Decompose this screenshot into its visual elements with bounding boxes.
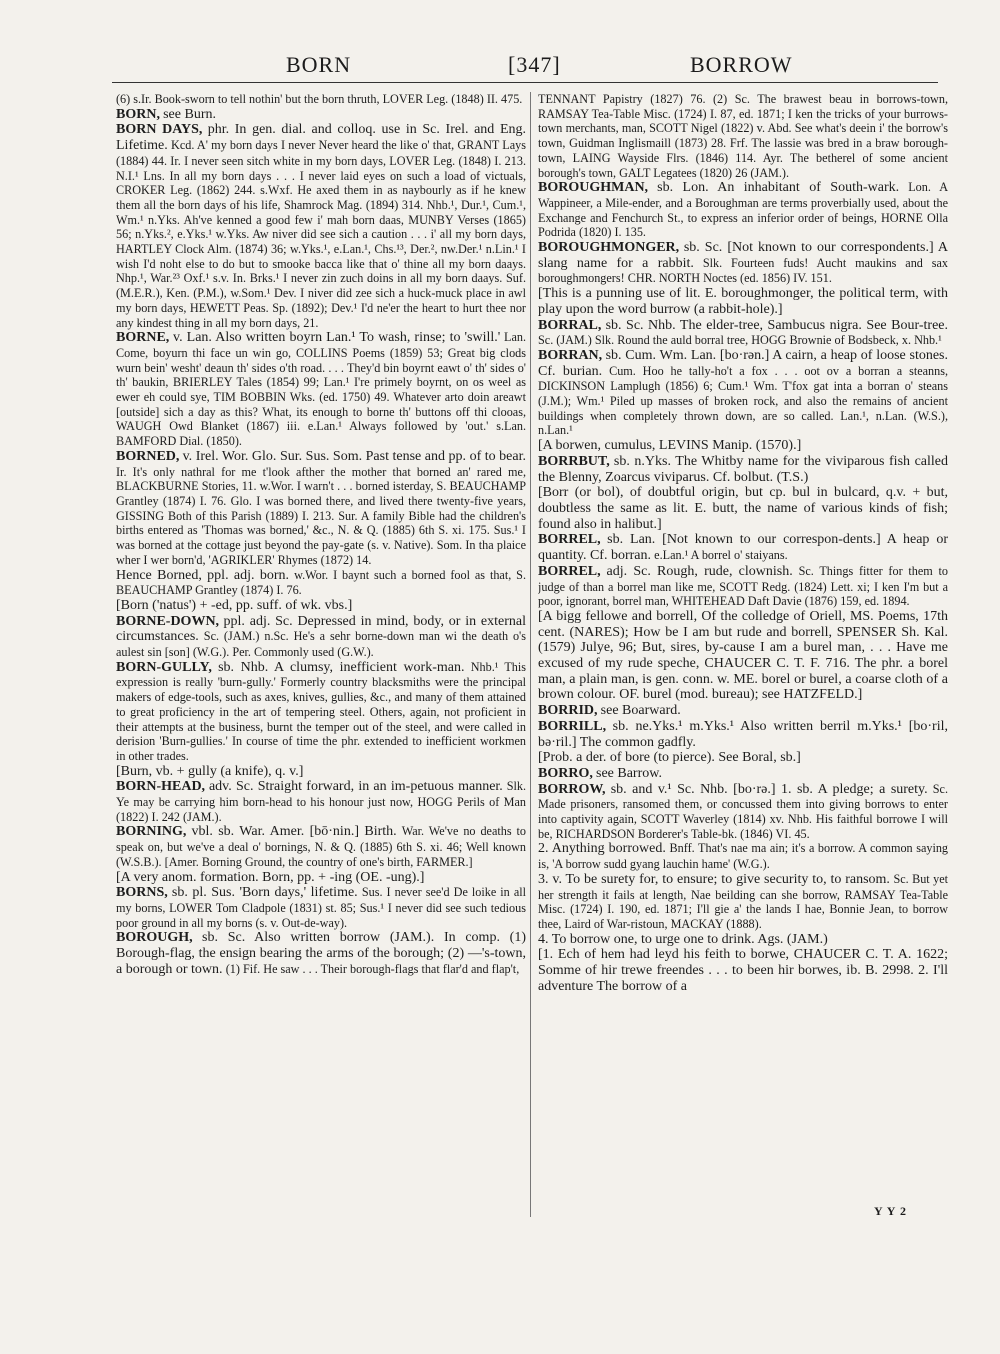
dictionary-entry: [538, 348, 948, 438]
dictionary-entry: [116, 614, 526, 660]
entry-definition: v. Lan. Also written boyrn Lan.¹ To wash, rinse; to 'swill.': [173, 330, 501, 346]
entry-definition: adv. Sc. Straight forward, in an im-petuous manner.: [208, 779, 503, 795]
dictionary-entry: [538, 872, 948, 932]
entry-definition: v. Irel. Wor. Glo. Sur. Sus. Som. Past tense and pp. of to bear.: [182, 448, 526, 464]
entry-headword: BORREL,: [538, 563, 601, 579]
dictionary-entry: [538, 532, 948, 563]
dictionary-entry: [538, 454, 948, 485]
entry-definition: sb. Nhb. A clumsy, inefficient work-man.: [218, 659, 465, 675]
entry-headword: BOROUGHMAN,: [538, 180, 649, 196]
dictionary-entry: [538, 719, 948, 750]
entry-headword: BORRILL,: [538, 718, 607, 734]
dictionary-entry: [538, 750, 948, 766]
entry-headword: BORNE,: [116, 330, 170, 346]
entry-citations: Lan. Come, boyurn thi face un win go, COLLINS Poems (1859) 53; Great big clods wurn bein' wesht' deaun th' sides o'th road. . . . They'd bin boyrnt eawt o' th' sides o' th' baukin, BRIERLEY Tales (1854) 99; Lan.¹ I're primely boyrnt, on os weel as ewer eh could sye, TIM BOBBIN Wks. (ed. 1750) 49. Whatever arto doin areawt [outside] sich a day as this? What, its enough to borne th' buttons off thi clooas, WAUGH Owd Blanket (1867) iii. e.Lan.¹ Always followed by 'out.' s.Lan. BAMFORD Dial. (1850).: [116, 330, 526, 449]
dictionary-entry: [116, 885, 526, 930]
entry-headword: BORNS,: [116, 885, 168, 901]
signature-mark: Y Y 2: [874, 1204, 907, 1218]
entry-citations: w.Wor. I baynt such a borned fool as that, S. BEAUCHAMP Grantley (1874) I. 76.: [116, 567, 526, 598]
column-divider: [530, 92, 531, 1217]
entry-headword: BORRID,: [538, 703, 598, 719]
dictionary-entry: [116, 764, 526, 780]
entry-headword: BORN-HEAD,: [116, 779, 206, 795]
entry-definition: sb. Sc. [Not known to our correspondents.] A slang name for a rabbit.: [538, 240, 948, 271]
entry-headword: BORNED,: [116, 448, 180, 464]
entry-citations: Sc. Made prisoners, ransomed them, or concussed them into giving borrows to enter into captivity again, SCOTT Waverley (1814) xv. Nhb. His faithful borrowe I will be, RICHARDSON Borderer's Table-bk. (1846) VI. 45.: [538, 781, 948, 841]
entry-definition: ppl. adj. Sc. Depressed in mind, body, or in external circumstances.: [116, 613, 526, 645]
dictionary-entry: [538, 438, 948, 454]
entry-definition: sb. Lon. An inhabitant of South-wark.: [657, 180, 900, 196]
entry-headword: BORROW,: [538, 781, 606, 797]
entry-headword: BORRAN,: [538, 347, 603, 363]
entry-definition: adj. Sc. Rough, rude, clownish.: [606, 563, 793, 579]
entry-definition: see Barrow.: [596, 765, 662, 781]
entry-citations: TENNANT Papistry (1827) 76. (2) Sc. The brawest beau in borrows-town, RAMSAY Tea-Table Misc. (1724) I. 87, ed. 1871; I ken the tricks of your burrows-town merchants, man, SCOTT Nigel (1822) v. Abd. See what's deein i' the borrow's town, Guidman Inglismaill (1873) 28. Frf. The lassie was bred in a braw borough-town, LAING Wayside Flrs. (1846) 114. Ayr. The betherel of some ancient borough's town, GALT Legatees (1820) 26 (JAM.).: [538, 92, 948, 180]
dictionary-entry: [116, 449, 526, 568]
entry-citations: Slk. Fourteen fuds! Aucht maukins and sax boroughmongers! CHR. NORTH Noctes (ed. 1856) IV. 151.: [538, 255, 948, 286]
entry-citations: War. We've no deaths to speak on, but we've a deal o' bornings, N. & Q. (1885) 6th S. xi. 46; Well known (W.S.B.). [Amer. Borning Ground, the country of one's birth, FARMER.]: [116, 824, 526, 869]
entry-citations: Sc. (JAM.) n.Sc. He's a sehr borne-down man wi the death o's aulest sin [son] (W.G.). Per. Commonly used (G.W.).: [116, 629, 526, 660]
page-number: [347]: [508, 52, 561, 77]
dictionary-entry: [538, 240, 948, 286]
entry-definition: see Burn.: [163, 106, 216, 122]
entry-headword: BOROUGHMONGER,: [538, 240, 680, 256]
entry-citations: Ir. It's only nathral for me t'look afther the mother that borned an' rared me, BLACKBURNE Stories, 11. w.Wor. I warn't . . . borned isterday, S. BEAUCHAMP Grantley (1874) I. 76. Glo. I was borned there, and lived there twenty-five years, GISSING Both of this Parish (1889) I. 213. Sur. A family Bible had the children's births entered as 'Thomas was borned,' &c., N. & Q. (1885) 6th S. xi. 175. Sus.¹ I was borned at the cottage just beyond the pay-gate (s. v. Native). Som. In tha plaice wher I wer born'd, 'AGRIKLER' Rhymes (1872) 14.: [116, 464, 526, 567]
dictionary-entry: [538, 485, 948, 532]
header-rule: [112, 82, 938, 83]
right-column: [538, 92, 948, 1222]
entry-citations: Bnff. That's nae ma ain; it's a borrow. A common saying is, 'A borrow sudd gyang lauchin hame' (W.G.).: [538, 841, 948, 872]
dictionary-entry: [538, 932, 948, 948]
entry-definition: 2. Anything borrowed.: [538, 841, 666, 857]
entry-definition: [1. Ech of hem had leyd his feith to borwe, CHAUCER C. T. A. 1622; Somme of hir trewe freendes . . . to been hir borwes, ib. B. 2998. 2. I'll adventure The borrow of a: [538, 947, 948, 994]
entry-definition: 4. To borrow one, to urge one to drink. Ags. (JAM.): [538, 931, 828, 947]
entry-citations: Sc. Things fitter for them to judge of than a borrel man like me, SCOTT Redg. (1824) Lett. xi; I ken I'm but a poor, ignorant, borrel man, WHITEHEAD Daft Davie (1876) 159, ed. 1894.: [538, 563, 948, 609]
entry-definition: [This is a punning use of lit. E. boroughmonger, the political term, with play upon the word burrow (a rabbit-hole).]: [538, 286, 948, 317]
dictionary-entry: [116, 824, 526, 869]
entry-definition: sb. and v.¹ Sc. Nhb. [bo·rə.] 1. sb. A pledge; a surety.: [610, 781, 928, 797]
entry-citations: Kcd. A' my born days I never Never heard the like o' that, GRANT Lays (1884) 44. Ir. I never seen sitch white in my born days, LOVER Leg. (1848) I. 213. N.I.¹ Lns. In all my born days . . . I never laid eyes on such a load of victuals, CROKER Leg. (1862) 244. s.Wxf. He axed them in as naybourly as if he knew them all the born days of his life, Shamrock Mag. (1894) 314. Nhb.¹, Dur.¹, Cum.¹, Wm.¹ n.Yks. Ah've kenned a good few i' mah born daas, MUNBY Verses (1865) 56; n.Yks.², e.Yks.¹ w.Yks. Aw niver did see sich a caution . . . i' all my born days, HARTLEY Clock Alm. (1874) 36; w.Yks.¹, e.Lan.¹, Chs.¹³, Der.², nw.Der.¹ n.Lin.¹ I wish I'd noht else to do but to smooke bacca like that o' thine all my born daays. Nhp.¹, War.²³ Oxf.¹ s.v. In. Brks.¹ I never zin zuch doins in all my born daays. Suf. (M.E.R.), Ken. (P.M.), w.Som.¹ Dev. I niver did zee sich a huck-muck place in awl my born days, HEWETT Peas. Sp. (1892); Dev.¹ I'd ne'er the heart to hurt thee nor any kindest thing in all my born days, 21.: [116, 138, 526, 330]
entry-definition: [Born ('natus') + -ed, pp. suff. of wk. vbs.]: [116, 597, 353, 613]
dictionary-entry: [116, 660, 526, 764]
dictionary-entry: [538, 92, 948, 180]
entry-citations: e.Lan.¹ A borrel o' staiyans.: [654, 548, 788, 563]
entry-citations: Sus. I never see'd De loike in all my borns, LOWER Tom Cladpole (1831) st. 85; Sus.¹ I never did see such tedious poor ground in all my borns (s. v. Out-de-way).: [116, 885, 526, 930]
entry-definition: 3. v. To be surety for, to ensure; to give security to, to ransom.: [538, 871, 890, 887]
entry-definition: sb. pl. Sus. 'Born days,' lifetime.: [171, 885, 358, 901]
dictionary-entry: [538, 609, 948, 703]
entry-definition: see Boarward.: [600, 703, 681, 719]
dictionary-entry: [116, 568, 526, 598]
dictionary-entry: [538, 947, 948, 994]
entry-definition: sb. Sc. Nhb. The elder-tree, Sambucus nigra. See Bour-tree.: [605, 317, 948, 333]
entry-definition: phr. In gen. dial. and colloq. use in Sc. Irel. and Eng. Lifetime.: [116, 122, 526, 154]
entry-citations: Slk. Ye may be carrying him born-head to his honour just now, HOGG Perils of Man (1822) I. 242 (JAM.).: [116, 779, 526, 824]
running-head: [108, 52, 948, 86]
dictionary-entry: [116, 870, 526, 886]
dictionary-entry: [538, 841, 948, 871]
dictionary-entry: [538, 766, 948, 782]
entry-definition: sb. Lan. [Not known to our correspon-dents.] A heap or quantity. Cf. borran.: [538, 532, 948, 564]
entry-headword: BORNE-DOWN,: [116, 613, 220, 629]
entry-definition: sb. Cum. Wm. Lan. [bo·rən.] A cairn, a heap of loose stones. Cf. burian.: [538, 347, 948, 379]
dictionary-entry: [538, 318, 948, 348]
entry-headword: BORRBUT,: [538, 453, 610, 469]
entry-headword: BORREL,: [538, 532, 601, 548]
entry-definition: vbl. sb. War. Amer. [bō·nin.] Birth.: [191, 824, 397, 840]
entry-headword: BORN,: [116, 106, 160, 122]
entry-headword: BORNING,: [116, 824, 187, 840]
entry-definition: [A borwen, cumulus, LEVINS Manip. (1570).]: [538, 438, 802, 454]
entry-definition: [Burn, vb. + gully (a knife), q. v.]: [116, 763, 304, 779]
entry-definition: sb. n.Yks. The Whitby name for the viviparous fish called the Blenny, Zoarcus viviparus. Cf. bolbut. (T.S.): [538, 453, 948, 485]
dictionary-entry: [538, 180, 948, 240]
dictionary-entry: [538, 782, 948, 842]
entry-citations: (1) Fif. He saw . . . Their borough-flags that flar'd and flap't,: [225, 961, 520, 976]
dictionary-entry: [116, 930, 526, 977]
entry-headword: BOROUGH,: [116, 930, 193, 946]
dictionary-entry: [116, 107, 526, 123]
entry-definition: [A very anom. formation. Born, pp. + -ing (OE. -ung).]: [116, 869, 425, 885]
entry-citations: Sc. (JAM.) Slk. Round the auld borral tree, HOGG Brownie of Bodsbeck, x. Nhb.¹: [538, 333, 942, 348]
entry-definition: Hence Borned, ppl. adj. born.: [116, 567, 290, 583]
entry-citations: (6) s.Ir. Book-sworn to tell nothin' but the born thruth, LOVER Leg. (1848) II. 475.: [116, 92, 523, 106]
dictionary-entry: [116, 122, 526, 330]
entry-headword: BORN DAYS,: [116, 122, 203, 138]
dictionary-entry: [538, 703, 948, 719]
entry-citations: Sc. But yet her strength it fails at length, Nae beilding can she borrow, RAMSAY Tea-Table Misc. (1724) I. 190, ed. 1871; I'll gie a' the lands I hae, Bonnie Jean, to borrow thee, Laird of War-ristoun, MACKAY (1888).: [538, 871, 948, 931]
entry-headword: BORRO,: [538, 765, 593, 781]
dictionary-entry: [538, 564, 948, 609]
entry-citations: Nhb.¹ This expression is really 'burn-gully.' Formerly country blacksmiths were the principal makers of edge-tools, such as axes, knives, gullies, &c., and many of them attained to great proficiency in the art of tempering steel. Others, again, not proficient in their attempts at the business, burnt the temper out of the steel, and were called in derision 'Burn-gullies.' In course of time the phr. extended to inefficient workmen in other trades.: [116, 659, 526, 763]
running-head-left: BORN: [286, 52, 352, 77]
entry-headword: BORRAL,: [538, 317, 602, 333]
running-head-right: BORROW: [690, 52, 793, 77]
entry-citations: Lon. A Wappineer, a Mile-ender, and a Boroughman are terms proverbially used, about the Exchange and Fenchurch St., to express an inferior order of beings, HORNE Olla Podrida (1820) I. 135.: [538, 180, 948, 240]
entry-definition: [A bigg fellowe and borrell, Of the colledge of Oriell, MS. Poems, 17th cent. (NARES); How be I am but rude and borrell, SPENSER Sh. Kal. (1579) Julye, 96; But, sires, by-cause I am a burel man, . . . Have me excused of my rude speche, CHAUCER C. T. F. 716. The phr. a borel man, a plain man, is gen. conn. w. ME. borel or burel, a coarse cloth of a brown colour. OF. burel (mod. bureau); see HATZFELD.]: [538, 608, 948, 703]
dictionary-entry: [116, 92, 526, 107]
entry-definition: sb. ne.Yks.¹ m.Yks.¹ Also written berril m.Yks.¹ [bo·ril, bə·ril.] The common gadfly.: [538, 718, 948, 750]
dictionary-entry: [116, 779, 526, 824]
left-column: [116, 92, 526, 1222]
dictionary-entry: [116, 330, 526, 449]
entry-definition: [Prob. a der. of bore (to pierce). See Boral, sb.]: [538, 750, 801, 766]
entry-definition: sb. Sc. Also written borrow (JAM.). In comp. (1) Borough-flag, the ensign bearing the arms of the borough; (2) —'s-town, a borough or town.: [116, 930, 526, 977]
entry-definition: [Borr (or bol), of doubtful origin, but cp. bul in bulcard, q.v. + but, doubtless the same as lit. E. butt, the name of various kinds of fish; found also in halibut.]: [538, 485, 948, 532]
dictionary-entry: [538, 286, 948, 317]
entry-headword: BORN-GULLY,: [116, 659, 212, 675]
entry-citations: Cum. Hoo he tally-ho't a fox . . . oot ov a borran a steanns, DICKINSON Lamplugh (1856) 6; Cum.¹ Wm. T'fox gat inta a borran o' steans (J.M.); Wm.¹ Piled up masses of broken rock, and also the remains of ancient buildings when completely thrown down, are so called. Lan.¹, n.Lan. (W.S.), n.Lan.¹: [538, 363, 948, 438]
dictionary-entry: [116, 598, 526, 614]
